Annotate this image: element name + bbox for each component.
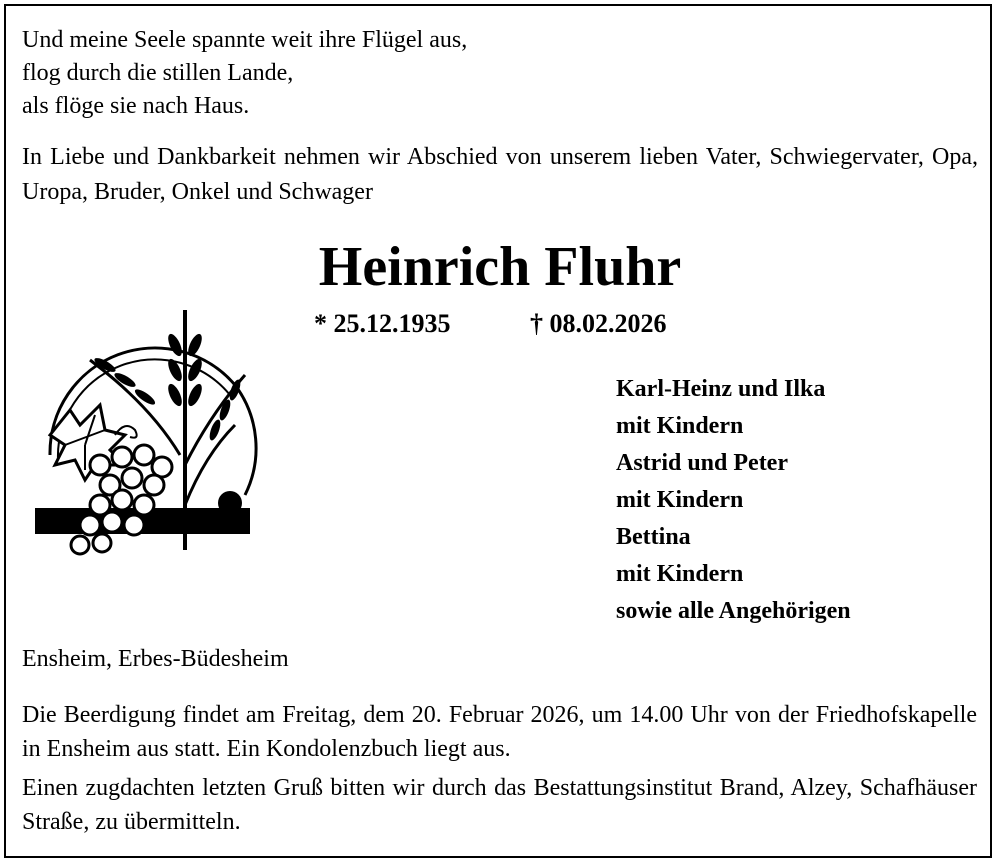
birth-date: * 25.12.1935 bbox=[314, 309, 451, 338]
death-date: † 08.02.2026 bbox=[530, 309, 667, 338]
funeral-notice-line: Die Beerdigung findet am Freitag, dem 20. Februar 2026, um 14.00 Uhr von der bbox=[22, 702, 809, 728]
mourner-line: mit Kindern bbox=[616, 561, 744, 587]
intro-text bbox=[22, 140, 978, 210]
deceased-name: Heinrich Fluhr bbox=[318, 236, 682, 298]
mourner-line: sowie alle Angehörigen bbox=[616, 598, 851, 624]
mourner-line: Bettina bbox=[616, 524, 691, 550]
mourner-line: Astrid und Peter bbox=[616, 450, 788, 476]
poem-line: flog durch die stillen Lande, bbox=[22, 60, 294, 86]
funeral-notice bbox=[22, 698, 977, 766]
funeral-notice-line: Friedhofskapelle in Ensheim aus statt. Ein Kondolenzbuch liegt aus. bbox=[22, 702, 978, 762]
greeting-notice-line: Schafhäuser Straße, zu übermitteln. bbox=[22, 775, 978, 835]
greeting-notice bbox=[22, 771, 977, 839]
poem-line: als flöge sie nach Haus. bbox=[22, 93, 250, 119]
mourner-line: Karl-Heinz und Ilka bbox=[616, 376, 826, 402]
place-line: Ensheim, Erbes-Büdesheim bbox=[22, 646, 289, 672]
mourners-list bbox=[616, 371, 851, 630]
wheat-grapes-emblem-icon bbox=[30, 305, 260, 560]
intro-line: Schwiegervater, Opa, Uropa, Bruder, Onkel und Schwager bbox=[22, 144, 978, 205]
poem bbox=[22, 24, 467, 123]
mourner-line: mit Kindern bbox=[616, 487, 744, 513]
greeting-notice-line: Einen zugdachten letzten Gruß bitten wir durch das Bestattungsinstitut Brand, Alzey, bbox=[22, 775, 853, 801]
mourner-line: mit Kindern bbox=[616, 413, 744, 439]
poem-line: Und meine Seele spannte weit ihre Flügel aus, bbox=[22, 27, 468, 53]
intro-line: In Liebe und Dankbarkeit nehmen wir Abschied von unserem lieben Vater, bbox=[22, 144, 762, 170]
